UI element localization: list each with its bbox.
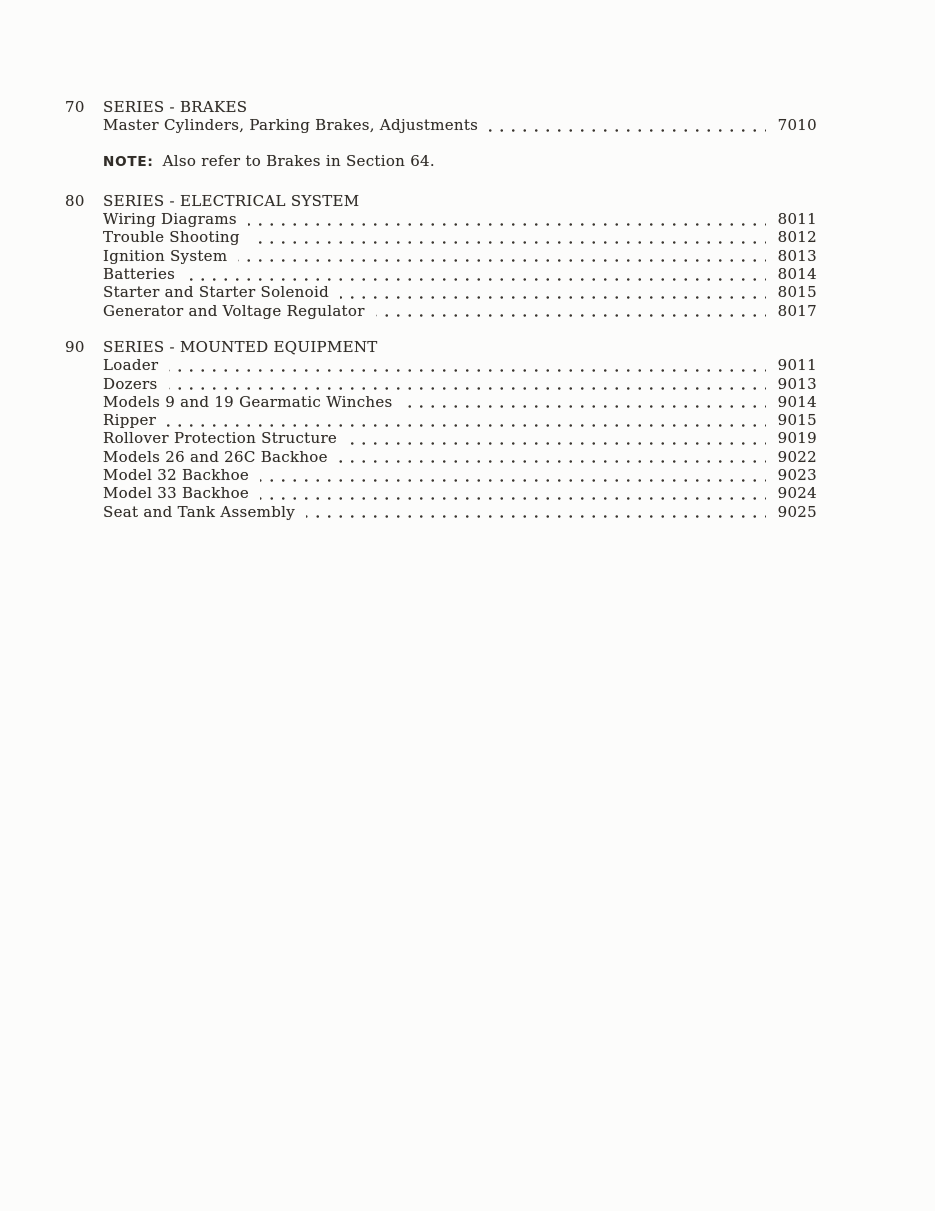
toc-row xyxy=(103,210,817,228)
page-number: 8011 xyxy=(766,210,817,228)
toc-entry-label: Models 9 and 19 Gearmatic Winches xyxy=(103,393,404,411)
toc-row xyxy=(103,484,817,502)
note-text: Also refer to Brakes in Section 64. xyxy=(162,151,435,170)
toc-entry-label: Ripper xyxy=(103,411,167,429)
page-number: 8012 xyxy=(766,228,817,246)
note-label: NOTE: xyxy=(103,153,154,170)
toc-row xyxy=(103,265,817,283)
toc-row xyxy=(103,302,817,320)
toc-row xyxy=(103,448,817,466)
toc-row xyxy=(103,411,817,429)
toc-entry-label: Trouble Shooting xyxy=(103,228,251,246)
page-number: 9025 xyxy=(766,503,817,521)
section-title: SERIES - ELECTRICAL SYSTEM xyxy=(103,191,360,210)
page-number: 9015 xyxy=(766,411,817,429)
section-entries xyxy=(103,356,817,521)
page-number: 8014 xyxy=(766,265,817,283)
section-number: 90 xyxy=(65,337,85,356)
page-number: 9024 xyxy=(766,484,817,502)
page-number: 7010 xyxy=(766,116,817,134)
page-number: 8013 xyxy=(766,247,817,265)
page-number: 9022 xyxy=(766,448,817,466)
section-header xyxy=(65,98,817,116)
toc-entry-label: Model 32 Backhoe xyxy=(103,466,260,484)
toc-entry-label: Batteries xyxy=(103,265,186,283)
toc-entry-label: Master Cylinders, Parking Brakes, Adjustments xyxy=(103,116,489,134)
page-number: 9023 xyxy=(766,466,817,484)
page-number: 8017 xyxy=(766,302,817,320)
toc-row xyxy=(103,228,817,246)
toc-row xyxy=(103,283,817,301)
section-header xyxy=(65,338,817,356)
toc-row xyxy=(103,393,817,411)
section-70 xyxy=(65,98,817,171)
toc-entry-label: Generator and Voltage Regulator xyxy=(103,302,376,320)
section-entries xyxy=(103,210,817,320)
section-number: 70 xyxy=(65,98,85,116)
toc-entry-label: Models 26 and 26C Backhoe xyxy=(103,448,339,466)
section-number: 80 xyxy=(65,191,85,210)
page-number: 9019 xyxy=(766,429,817,447)
page-number: 9014 xyxy=(766,393,817,411)
toc-row xyxy=(103,429,817,447)
section-90 xyxy=(65,338,817,521)
toc-entry-label: Seat and Tank Assembly xyxy=(103,503,306,521)
page-number: 8015 xyxy=(766,283,817,301)
toc-entry-label: Model 33 Backhoe xyxy=(103,484,260,502)
note xyxy=(103,152,817,171)
toc-row xyxy=(103,247,817,265)
toc-row xyxy=(103,375,817,393)
toc-row xyxy=(103,466,817,484)
toc-entry-label: Dozers xyxy=(103,375,169,393)
toc-entry-label: Loader xyxy=(103,356,169,374)
section-80 xyxy=(65,192,817,320)
section-title: SERIES - BRAKES xyxy=(103,98,248,116)
toc-entry-label: Ignition System xyxy=(103,247,238,265)
section-title: SERIES - MOUNTED EQUIPMENT xyxy=(103,337,378,356)
toc-entry-label: Rollover Protection Structure xyxy=(103,429,348,447)
page-number: 9013 xyxy=(766,375,817,393)
page-number: 9011 xyxy=(766,356,817,374)
section-entries xyxy=(103,116,817,134)
toc-row xyxy=(103,356,817,374)
toc-row xyxy=(103,503,817,521)
toc-entry-label: Starter and Starter Solenoid xyxy=(103,283,340,301)
section-header xyxy=(65,192,817,210)
toc-row xyxy=(103,116,817,134)
toc-entry-label: Wiring Diagrams xyxy=(103,210,248,228)
